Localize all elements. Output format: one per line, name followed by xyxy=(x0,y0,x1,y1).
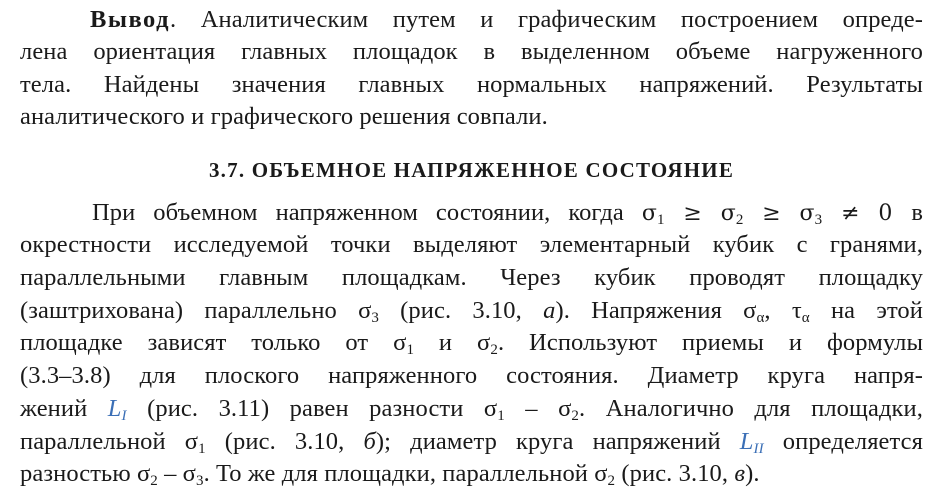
text-span: параллельной σ xyxy=(20,428,199,455)
text-span: ). xyxy=(745,460,760,487)
section-heading: 3.7. ОБЪЕМНОЕ НАПРЯЖЕННОЕ СОСТОЯНИЕ xyxy=(208,158,735,182)
text-span: жений xyxy=(20,395,108,422)
circle-diameter-symbol: L xyxy=(739,428,754,455)
text-span: разностью σ xyxy=(20,460,151,487)
text-span: – σ xyxy=(504,395,572,422)
subscript: 2 xyxy=(490,342,498,358)
text-span: ). Напряжения σ xyxy=(555,297,757,324)
text-span: (рис. 3.11) равен разности σ xyxy=(126,395,498,422)
ge-sigma-symbol: ≥ σ xyxy=(743,201,815,226)
conclusion-label: Вывод xyxy=(90,6,170,33)
paragraph-line-8 xyxy=(20,426,923,458)
subscript: 3 xyxy=(195,473,204,489)
subscript: 2 xyxy=(735,212,744,228)
subscript: 3 xyxy=(814,212,823,228)
figure-ref-letter: б xyxy=(363,428,376,455)
text-span: ); диаметр круга напряжений xyxy=(375,428,740,455)
conclusion-text: . Аналитическим путем и графическим построением опреде- xyxy=(169,6,923,33)
conclusion-line-4: аналитического и графического решения совпали. xyxy=(20,103,548,130)
subscript: II xyxy=(753,441,764,457)
subscript: 2 xyxy=(150,473,158,489)
text-span: , τ xyxy=(764,297,802,324)
figure-ref-letter: а xyxy=(543,297,556,324)
text-span: (заштрихована) параллельно σ xyxy=(20,297,372,324)
text-span: определяется xyxy=(763,428,923,455)
subscript: 1 xyxy=(497,408,505,424)
text-span: в xyxy=(911,199,923,226)
subscript: I xyxy=(121,408,127,424)
paragraph-line-4 xyxy=(20,295,923,327)
paragraph-line-2: окрестности исследуемой точки выделяют элементарный кубик с гранями, xyxy=(20,231,923,258)
text-span: на этой xyxy=(809,297,923,324)
conclusion-line-1 xyxy=(20,4,923,36)
paragraph-line-7 xyxy=(20,393,923,425)
subscript: α xyxy=(801,310,810,326)
paragraph-line-1 xyxy=(92,197,923,230)
text-span: – σ xyxy=(157,460,196,487)
subscript: 2 xyxy=(607,473,616,489)
subscript: 1 xyxy=(198,441,206,457)
text-span: . Аналогично для площадки, xyxy=(579,395,923,422)
text-span: . То же для площадки, параллельной σ xyxy=(203,460,608,487)
subscript: 3 xyxy=(371,310,379,326)
conclusion-line-2: лена ориентация главных площадок в выделенном объеме нагруженного xyxy=(20,38,923,65)
paragraph-line-5 xyxy=(20,327,923,359)
text-span: . Используют приемы и формулы xyxy=(497,329,924,356)
circle-diameter-symbol: L xyxy=(107,395,122,422)
text-span: При объемном напряженном состоянии, когда xyxy=(92,199,642,226)
text-span: (рис. 3.10, xyxy=(615,460,735,487)
text-span: и σ xyxy=(414,329,491,356)
ge-sigma-symbol: ≥ σ xyxy=(664,201,736,226)
paragraph-line-3: параллельными главным площадкам. Через кубик проводят площадку xyxy=(20,264,923,291)
paragraph-line-9 xyxy=(20,458,923,490)
conclusion-line-3: тела. Найдены значения главных нормальных напряжений. Результаты xyxy=(20,71,923,98)
subscript: α xyxy=(756,310,765,326)
text-span: (рис. 3.10, xyxy=(378,297,544,324)
subscript: 1 xyxy=(656,212,665,228)
sigma-symbol: σ xyxy=(641,201,657,226)
ne-zero-symbol: ≠ 0 xyxy=(822,201,912,226)
figure-ref-letter: в xyxy=(734,460,746,487)
paragraph-line-6: (3.3–3.8) для плоского напряженного состояния. Диаметр круга напря- xyxy=(20,362,923,389)
subscript: 2 xyxy=(571,408,580,424)
text-span: (рис. 3.10, xyxy=(205,428,364,455)
subscript: 1 xyxy=(406,342,415,358)
text-span: площадке зависят только от σ xyxy=(20,329,407,356)
